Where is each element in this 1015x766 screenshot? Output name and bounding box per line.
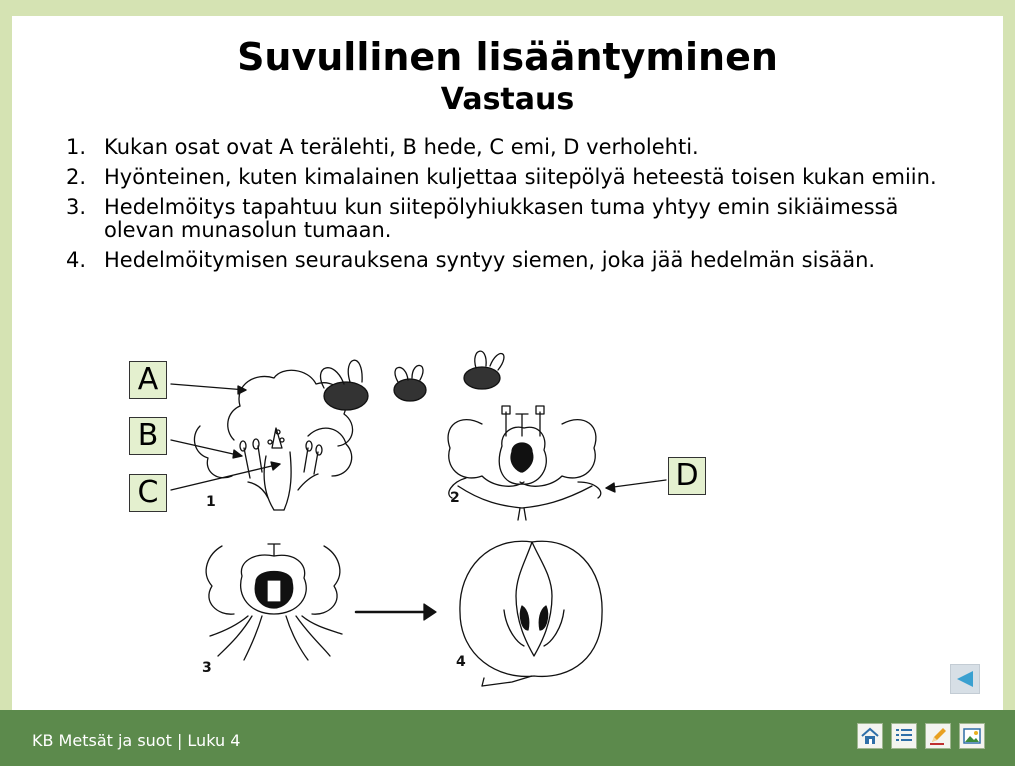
- stage-number-3: 3: [202, 660, 212, 676]
- answer-number: 3.: [66, 195, 87, 219]
- answer-number: 4.: [66, 248, 87, 272]
- page-subtitle: Vastaus: [440, 82, 575, 117]
- slide: [12, 16, 1003, 710]
- stage-number-2: 2: [450, 490, 460, 506]
- answer-text: Kukan osat ovat A terälehti, B hede, C emi, D verholehti.: [104, 135, 699, 159]
- edit-button[interactable]: [925, 723, 951, 749]
- answer-number: 1.: [66, 135, 87, 159]
- stage-number-4: 4: [456, 654, 466, 670]
- back-button[interactable]: [950, 664, 980, 694]
- answer-text: Hedelmöitymisen seurauksena syntyy siemen, joka jää hedelmän sisään.: [104, 248, 876, 272]
- label-d: D: [668, 457, 706, 495]
- footer-title: KB Metsät ja suot | Luku 4: [32, 731, 241, 750]
- home-button[interactable]: [857, 723, 883, 749]
- stage-number-1: 1: [206, 494, 216, 510]
- contents-button[interactable]: [891, 723, 917, 749]
- footer-bar: [0, 710, 1015, 766]
- bee-icon: [394, 365, 426, 401]
- answer-number: 2.: [66, 165, 87, 189]
- image-icon: [962, 726, 982, 746]
- flower-stage-2: [448, 406, 601, 520]
- back-arrow-icon: [955, 669, 975, 689]
- image-button[interactable]: [959, 723, 985, 749]
- bee-icon: [321, 360, 368, 410]
- label-a: A: [129, 361, 167, 399]
- answer-text: Hedelmöitys tapahtuu kun siitepölyhiukkasen tuma yhtyy emin sikiäimessä olevan munasolun tumaan.: [104, 195, 899, 242]
- list-icon: [894, 726, 914, 746]
- page-title: Suvullinen lisääntyminen: [237, 35, 778, 79]
- label-c: C: [129, 474, 167, 512]
- bee-icon: [464, 351, 504, 389]
- fruit-stage-4: [460, 541, 602, 686]
- label-b: B: [129, 417, 167, 455]
- flower-stage-3: [206, 544, 342, 660]
- pencil-icon: [928, 726, 948, 746]
- home-icon: [860, 726, 880, 746]
- answer-text: Hyönteinen, kuten kimalainen kuljettaa siitepölyä heteestä toisen kukan emiin.: [104, 165, 937, 189]
